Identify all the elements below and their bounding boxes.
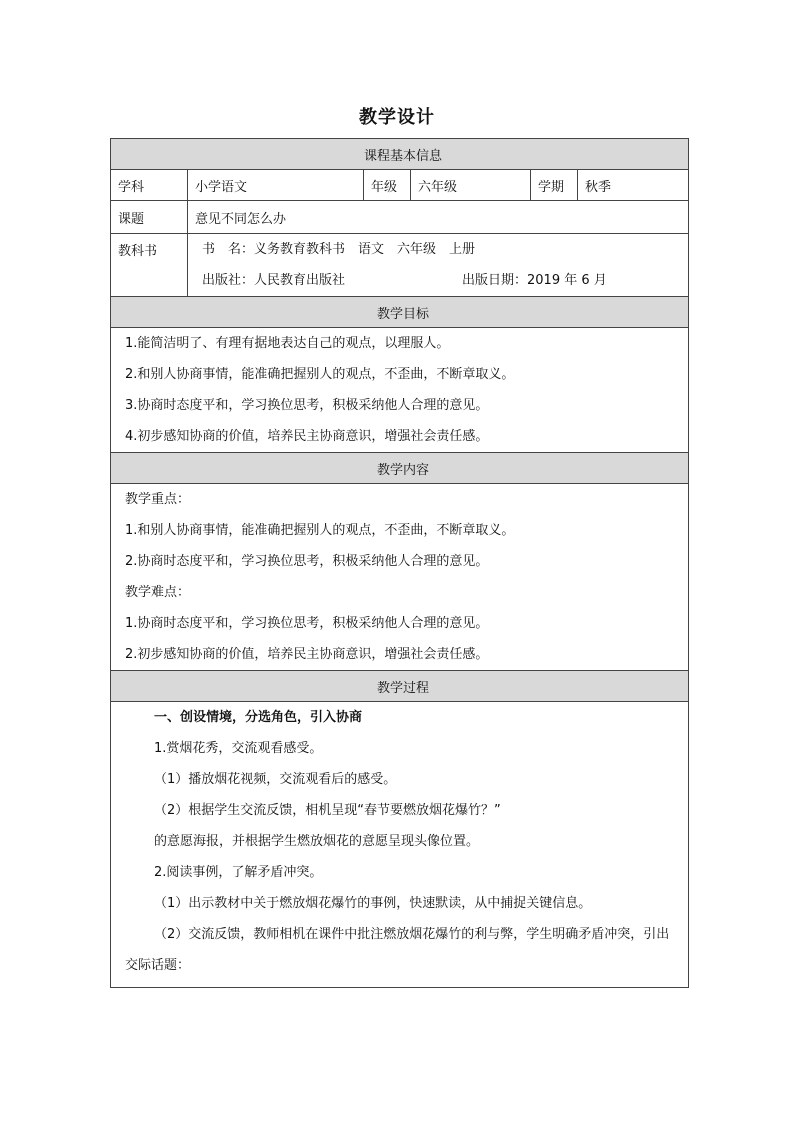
step-item: 2.阅读事例，了解矛盾冲突。 — [154, 865, 323, 880]
topic-label: 课题 — [111, 201, 188, 234]
textbook-label: 教科书 — [111, 234, 188, 297]
section-header-process: 教学过程 — [111, 671, 689, 702]
goal-item: 4.初步感知协商的价值，培养民主协商意识，增强社会责任感。 — [125, 429, 489, 444]
page-title: 教学设计 — [359, 107, 435, 128]
publisher: 出版社：人民教育出版社 — [202, 273, 346, 288]
subject-label: 学科 — [111, 170, 188, 201]
book-name-value: 义务教育教科书 语文 六年级 上册 — [254, 242, 476, 257]
term-value: 秋季 — [578, 170, 689, 201]
goal-item: 3.协商时态度平和，学习换位思考，积极采纳他人合理的意见。 — [125, 398, 489, 413]
step-item: 1.赏烟花秀，交流观看感受。 — [154, 741, 323, 756]
subject-value: 小学语文 — [188, 170, 364, 201]
publication-date: 出版日期：2019 年 6 月 — [462, 273, 607, 288]
key-points-label: 教学重点： — [125, 492, 191, 507]
textbook-info — [188, 234, 689, 297]
step-subitem: （1）播放烟花视频，交流观看后的感受。 — [154, 772, 397, 787]
key-point-item: 1.和别人协商事情，能准确把握别人的观点，不歪曲，不断章取义。 — [125, 523, 515, 538]
step-subitem: （2）交流反馈，教师相机在课件中批注燃放烟花爆竹的利与弊，学生明确矛盾冲突，引出交际话题： — [125, 927, 670, 973]
book-name-line — [195, 234, 688, 265]
step-title: 一、创设情境，分选角色，引入协商 — [154, 710, 363, 725]
grade-label: 年级 — [364, 170, 411, 201]
topic-value: 意见不同怎么办 — [188, 201, 689, 234]
lesson-plan-table — [110, 138, 689, 988]
difficult-point-item: 2.初步感知协商的价值，培养民主协商意识，增强社会责任感。 — [125, 647, 489, 662]
step-subitem-continued: 的意愿海报，并根据学生燃放烟花的意愿呈现头像位置。 — [154, 834, 480, 849]
grade-value: 六年级 — [411, 170, 531, 201]
book-name-label: 书 名： — [202, 242, 255, 257]
section-header-content: 教学内容 — [111, 453, 689, 484]
difficult-points-label: 教学难点： — [125, 585, 191, 600]
term-label: 学期 — [531, 170, 578, 201]
goal-item: 1.能简洁明了、有理有据地表达自己的观点，以理服人。 — [125, 336, 450, 351]
content-list — [111, 484, 689, 671]
section-header-basic-info: 课程基本信息 — [111, 139, 689, 170]
publisher-line — [195, 265, 688, 296]
step-subitem: （2）根据学生交流反馈，相机呈现“春节要燃放烟花爆竹？” — [154, 803, 501, 818]
section-header-goals: 教学目标 — [111, 297, 689, 328]
goal-item: 2.和别人协商事情，能准确把握别人的观点，不歪曲，不断章取义。 — [125, 367, 515, 382]
step-subitem: （1）出示教材中关于燃放烟花爆竹的事例，快速默读，从中捕捉关键信息。 — [154, 896, 592, 911]
process-list — [111, 702, 689, 988]
difficult-point-item: 1.协商时态度平和，学习换位思考，积极采纳他人合理的意见。 — [125, 616, 489, 631]
key-point-item: 2.协商时态度平和，学习换位思考，积极采纳他人合理的意见。 — [125, 554, 489, 569]
goals-list — [111, 328, 689, 453]
